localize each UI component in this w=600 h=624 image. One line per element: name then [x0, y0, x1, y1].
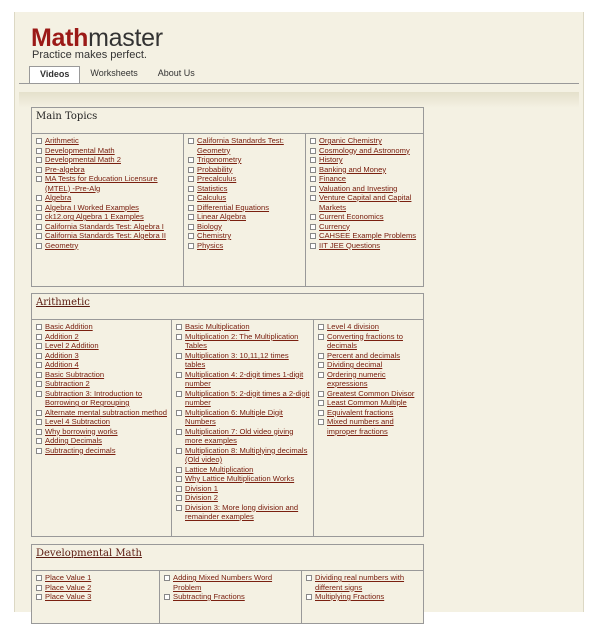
- topic-link-label[interactable]: Equivalent fractions: [327, 407, 394, 417]
- topic-link-label[interactable]: IIT JEE Questions: [319, 240, 381, 250]
- topic-link-label[interactable]: Algebra I Worked Examples: [45, 202, 139, 212]
- topic-link-item[interactable]: [34, 389, 169, 408]
- topic-link-item[interactable]: [308, 184, 421, 194]
- topic-link-label[interactable]: California Standards Test: Algebra I: [45, 221, 164, 231]
- topic-link-item[interactable]: [34, 360, 169, 370]
- developmental-col-3: [302, 571, 423, 623]
- topic-link-label[interactable]: Developmental Math: [45, 145, 115, 155]
- topic-link-item[interactable]: [34, 592, 157, 602]
- topic-link-item[interactable]: [308, 146, 421, 156]
- topic-link-item[interactable]: [34, 165, 181, 175]
- topic-link-label[interactable]: Dividing real numbers with different signs: [315, 573, 405, 592]
- topic-link-item[interactable]: [316, 332, 421, 351]
- arithmetic-title[interactable]: Arithmetic: [32, 294, 423, 320]
- topic-link-item[interactable]: [34, 408, 169, 418]
- topic-link-label[interactable]: Differential Equations: [197, 202, 270, 212]
- topic-link-label[interactable]: MA Tests for Education Licensure (MTEL) -Pre-Alg: [45, 174, 158, 193]
- topic-link-item[interactable]: [174, 446, 311, 465]
- topic-link-item[interactable]: [34, 332, 169, 342]
- topic-link-label[interactable]: Basic Addition: [45, 322, 93, 331]
- topic-link-label[interactable]: Algebra: [45, 193, 72, 202]
- topic-link-label[interactable]: Multiplication 8: Multiplying decimals (Old video): [185, 445, 308, 464]
- topic-link-label[interactable]: Place Value 1: [45, 573, 92, 582]
- topic-link-label[interactable]: Multiplication 3: 10,11,12 times tables: [185, 350, 289, 369]
- tab-divider: [19, 83, 579, 84]
- topic-link-item[interactable]: [34, 370, 169, 380]
- topic-link-item[interactable]: [186, 184, 303, 194]
- topic-link-item[interactable]: [186, 155, 303, 165]
- topic-link-label[interactable]: Subtraction 3: Introduction to Borrowing or Regrouping: [45, 388, 143, 407]
- topic-link-label[interactable]: ck12.org Algebra 1 Examples: [45, 212, 144, 221]
- topic-link-item[interactable]: [186, 231, 303, 241]
- tab-bar: [29, 66, 205, 84]
- arithmetic-col-3: [314, 320, 423, 536]
- topic-link-item[interactable]: [34, 155, 181, 165]
- topic-link-label[interactable]: Converting fractions to decimals: [327, 331, 403, 350]
- topic-link-label[interactable]: Subtracting decimals: [45, 445, 116, 455]
- topic-link-item[interactable]: [316, 398, 421, 408]
- topic-link-label[interactable]: Basic Multiplication: [185, 322, 250, 331]
- topic-link-label[interactable]: Addition 3: [45, 350, 79, 360]
- topic-link-item[interactable]: [174, 322, 311, 332]
- topic-link-label[interactable]: Addition 4: [45, 360, 79, 369]
- topic-link-item[interactable]: [174, 332, 311, 351]
- topic-link-label[interactable]: Multiplication 5: 2-digit times a 2-digit number: [185, 388, 310, 407]
- arithmetic-col-1: [32, 320, 172, 536]
- topic-link-label[interactable]: Currency: [319, 221, 350, 231]
- topic-link-label[interactable]: Multiplication 6: Multiple Digit Numbers: [185, 407, 283, 426]
- topic-link-label[interactable]: Statistics: [197, 183, 228, 193]
- topic-link-label[interactable]: Probability: [197, 164, 233, 174]
- topic-link-label[interactable]: History: [319, 155, 343, 164]
- topic-link-label[interactable]: Basic Subtraction: [45, 369, 105, 379]
- topic-link-item[interactable]: [34, 322, 169, 332]
- topic-link-label[interactable]: Why borrowing works: [45, 426, 118, 436]
- topic-link-label[interactable]: Developmental Math 2: [45, 155, 121, 164]
- topic-link-label[interactable]: Greatest Common Divisor: [327, 388, 415, 398]
- topic-link-label[interactable]: Physics: [197, 240, 224, 250]
- topic-link-item[interactable]: [316, 417, 421, 436]
- topic-link-label[interactable]: Multiplication 2: The Multiplication Tables: [185, 331, 299, 350]
- topic-link-item[interactable]: [186, 193, 303, 203]
- topic-link-item[interactable]: [186, 222, 303, 232]
- topic-link-item[interactable]: [34, 436, 169, 446]
- developmental-col-1: [32, 571, 160, 623]
- main-topics-col-2: [184, 134, 306, 286]
- topic-link-label[interactable]: CAHSEE Example Problems: [319, 231, 417, 240]
- topic-link-item[interactable]: [34, 136, 181, 146]
- topic-link-item[interactable]: [34, 417, 169, 427]
- topic-link-label[interactable]: Why Lattice Multiplication Works: [185, 474, 295, 483]
- topic-link-item[interactable]: [174, 465, 311, 475]
- topic-link-label[interactable]: Current Economics: [319, 212, 384, 221]
- topic-link-item[interactable]: [186, 174, 303, 184]
- topic-link-label[interactable]: Adding Mixed Numbers Word Problem: [173, 573, 273, 592]
- topic-link-label[interactable]: Percent and decimals: [327, 350, 401, 360]
- topic-link-item[interactable]: [308, 193, 421, 212]
- topic-link-label[interactable]: Multiplying Fractions: [315, 592, 385, 601]
- topic-link-label[interactable]: Level 2 Addition: [45, 341, 99, 350]
- topic-link-label[interactable]: Multiplication 7: Old video giving more examples: [185, 426, 294, 445]
- topic-link-item[interactable]: [174, 389, 311, 408]
- logo-brand: Math: [31, 24, 89, 52]
- topic-link-item[interactable]: [316, 370, 421, 389]
- topic-link-label[interactable]: Addition 2: [45, 331, 79, 341]
- topic-link-item[interactable]: [174, 408, 311, 427]
- topic-link-label[interactable]: Subtracting Fractions: [173, 592, 245, 601]
- topic-link-item[interactable]: [34, 241, 181, 251]
- topic-link-label[interactable]: Adding Decimals: [45, 436, 102, 445]
- main-topics-panel: [31, 107, 424, 287]
- topic-link-item[interactable]: [316, 389, 421, 399]
- logo-rest: master: [88, 24, 163, 52]
- topic-link-label[interactable]: Venture Capital and Capital Markets: [319, 193, 412, 212]
- topic-link-item[interactable]: [316, 351, 421, 361]
- arithmetic-col-2: [172, 320, 314, 536]
- topic-link-item[interactable]: [34, 573, 157, 583]
- topic-link-item[interactable]: [34, 222, 181, 232]
- topic-link-item[interactable]: [308, 165, 421, 175]
- topic-link-item[interactable]: [186, 212, 303, 222]
- topic-link-item[interactable]: [174, 427, 311, 446]
- topic-link-label[interactable]: Lattice Multiplication: [185, 464, 254, 474]
- topic-link-label[interactable]: Trigonometry: [197, 155, 242, 164]
- topic-link-item[interactable]: [308, 212, 421, 222]
- topic-link-item[interactable]: [316, 408, 421, 418]
- topic-link-label[interactable]: Chemistry: [197, 231, 232, 240]
- topic-link-label[interactable]: Organic Chemistry: [319, 136, 382, 145]
- topic-link-item[interactable]: [174, 484, 311, 494]
- topic-link-item[interactable]: [186, 165, 303, 175]
- topic-link-item[interactable]: [34, 193, 181, 203]
- main-topics-title: Main Topics: [32, 108, 423, 134]
- topic-link-item[interactable]: [174, 351, 311, 370]
- topic-link-item[interactable]: [34, 203, 181, 213]
- topic-link-label[interactable]: Alternate mental subtraction method: [45, 407, 167, 417]
- topic-link-item[interactable]: [34, 341, 169, 351]
- topic-link-item[interactable]: [34, 379, 169, 389]
- topic-link-item[interactable]: [34, 446, 169, 456]
- topic-link-item[interactable]: [308, 241, 421, 251]
- topic-link-label[interactable]: Level 4 division: [327, 322, 379, 331]
- topic-link-item[interactable]: [162, 573, 299, 592]
- topic-link-label[interactable]: Division 3: More long division and remainder examples: [185, 502, 299, 521]
- topic-link-item[interactable]: [34, 351, 169, 361]
- topic-link-label[interactable]: Geometry: [45, 240, 79, 250]
- topic-link-label[interactable]: Pre-algebra: [45, 164, 85, 174]
- topic-link-label[interactable]: Arithmetic: [45, 136, 79, 145]
- topic-link-item[interactable]: [308, 231, 421, 241]
- tagline: Practice makes perfect.: [32, 49, 147, 61]
- topic-link-item[interactable]: [174, 474, 311, 484]
- topic-link-label[interactable]: Biology: [197, 221, 222, 231]
- topic-link-item[interactable]: [316, 360, 421, 370]
- main-topics-col-3: [306, 134, 423, 286]
- topic-link-item[interactable]: [34, 174, 181, 193]
- topic-link-label[interactable]: Place Value 2: [45, 582, 92, 592]
- tab-worksheets[interactable]: Worksheets: [90, 68, 138, 78]
- topic-link-item[interactable]: [308, 222, 421, 232]
- page-container: [14, 12, 584, 612]
- topic-link-item[interactable]: [34, 231, 181, 241]
- topic-link-item[interactable]: [34, 583, 157, 593]
- topic-link-label[interactable]: California Standards Test: Algebra II: [45, 231, 167, 240]
- topic-link-item[interactable]: [304, 592, 421, 602]
- topic-link-label[interactable]: Finance: [319, 174, 347, 183]
- topic-link-item[interactable]: [34, 212, 181, 222]
- topic-link-label[interactable]: Valuation and Investing: [319, 183, 398, 193]
- topic-link-item[interactable]: [186, 136, 303, 155]
- tab-videos[interactable]: Videos: [29, 66, 80, 84]
- tab-about-us[interactable]: About Us: [157, 68, 195, 78]
- topic-link-label[interactable]: Level 4 Subtraction: [45, 417, 111, 426]
- topic-link-item[interactable]: [316, 322, 421, 332]
- topic-link-item[interactable]: [174, 370, 311, 389]
- topic-link-label[interactable]: Multiplication 4: 2-digit times 1-digit number: [185, 369, 304, 388]
- topic-link-label[interactable]: Banking and Money: [319, 164, 387, 174]
- topic-link-label[interactable]: Dividing decimal: [327, 360, 383, 369]
- topic-link-label[interactable]: Ordering numeric expressions: [327, 369, 386, 388]
- developmental-math-panel: [31, 544, 424, 624]
- topic-link-label[interactable]: Linear Algebra: [197, 212, 246, 221]
- topic-link-label[interactable]: California Standards Test: Geometry: [197, 136, 284, 155]
- topic-link-item[interactable]: [304, 573, 421, 592]
- topic-link-label[interactable]: Calculus: [197, 193, 227, 202]
- topic-link-item[interactable]: [186, 241, 303, 251]
- topic-link-item[interactable]: [308, 174, 421, 184]
- topic-link-label[interactable]: Place Value 3: [45, 592, 92, 601]
- topic-link-item[interactable]: [174, 493, 311, 503]
- developmental-math-title[interactable]: Developmental Math: [32, 545, 423, 571]
- topic-link-item[interactable]: [186, 203, 303, 213]
- topic-link-item[interactable]: [34, 427, 169, 437]
- topic-link-item[interactable]: [308, 136, 421, 146]
- decorative-band: [19, 92, 579, 108]
- arithmetic-panel: [31, 293, 424, 537]
- topic-link-label[interactable]: Precalculus: [197, 174, 237, 183]
- topic-link-item[interactable]: [174, 503, 311, 522]
- topic-link-label[interactable]: Mixed numbers and improper fractions: [327, 417, 394, 436]
- topic-link-item[interactable]: [162, 592, 299, 602]
- topic-link-label[interactable]: Subtraction 2: [45, 379, 90, 388]
- topic-link-label[interactable]: Division 2: [185, 493, 218, 502]
- main-topics-col-1: [32, 134, 184, 286]
- topic-link-item[interactable]: [34, 146, 181, 156]
- topic-link-label[interactable]: Division 1: [185, 483, 218, 493]
- developmental-col-2: [160, 571, 302, 623]
- topic-link-label[interactable]: Cosmology and Astronomy: [319, 145, 410, 155]
- topic-link-label[interactable]: Least Common Multiple: [327, 398, 407, 407]
- topic-link-item[interactable]: [308, 155, 421, 165]
